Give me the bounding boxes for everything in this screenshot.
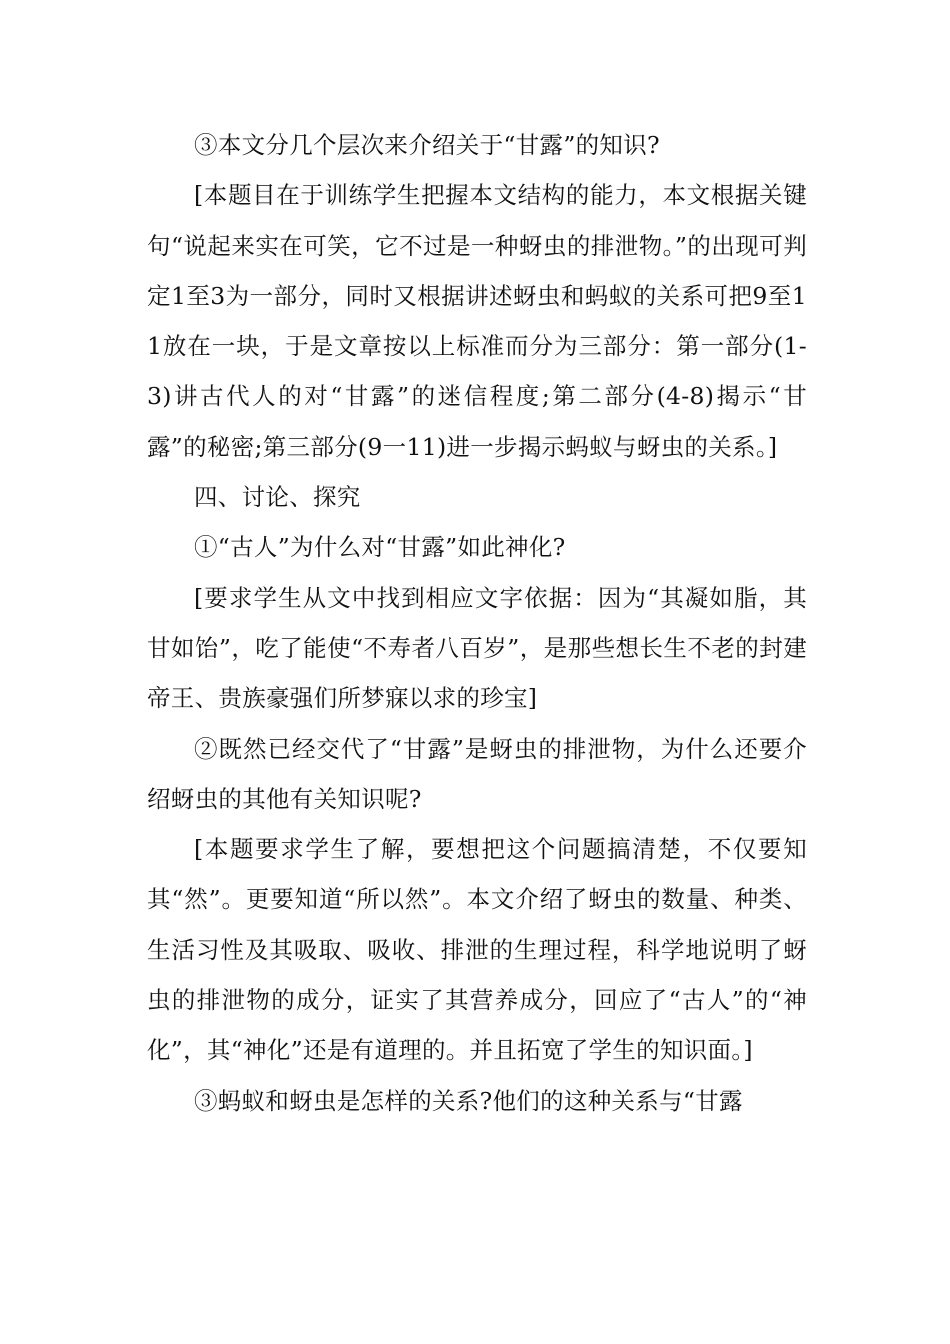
- discussion-question-3: ③蚂蚁和蚜虫是怎样的关系?他们的这种关系与“甘露: [194, 1086, 743, 1115]
- discussion-answer-1: [要求学生从文中找到相应文字依据：因为“其凝如脂，其甘如饴”，吃了能使“不寿者八百岁”，是那些想长生不老的封建帝王、贵族豪强们所梦寐以求的珍宝]: [147, 583, 807, 713]
- section-heading-discussion: 四、讨论、探究: [194, 483, 361, 512]
- answer-3-structure: [本题目在于训练学生把握本文结构的能力，本文根据关键句“说起来实在可笑，它不过是一种蚜虫的排泄物。”的出现可判定1至3为一部分，同时又根据讲述蚜虫和蚂蚁的关系可把9至11放在一块，于是文章按以上标准而分为三部分：第一部分(1-3)讲古代人的对“甘露”的迷信程度;第二部分(4-8)揭示“甘露”的秘密;第三部分(9一11)进一步揭示蚂蚁与蚜虫的关系。]: [147, 181, 807, 461]
- discussion-question-1: ①“古人”为什么对“甘露”如此神化?: [194, 533, 566, 562]
- document-page: [147, 120, 807, 1126]
- discussion-question-2: ②既然已经交代了“甘露”是蚜虫的排泄物，为什么还要介绍蚜虫的其他有关知识呢?: [147, 734, 807, 813]
- question-3-structure: ③本文分几个层次来介绍关于“甘露”的知识?: [194, 131, 660, 159]
- discussion-answer-2: [本题要求学生了解，要想把这个问题搞清楚，不仅要知其“然”。更要知道“所以然”。本文介绍了蚜虫的数量、种类、生活习性及其吸取、吸收、排泄的生理过程，科学地说明了蚜虫的排泄物的成分，证实了其营养成分，回应了“古人”的“神化”，其“神化”还是有道理的。并且拓宽了学生的知识面。]: [147, 835, 807, 1065]
